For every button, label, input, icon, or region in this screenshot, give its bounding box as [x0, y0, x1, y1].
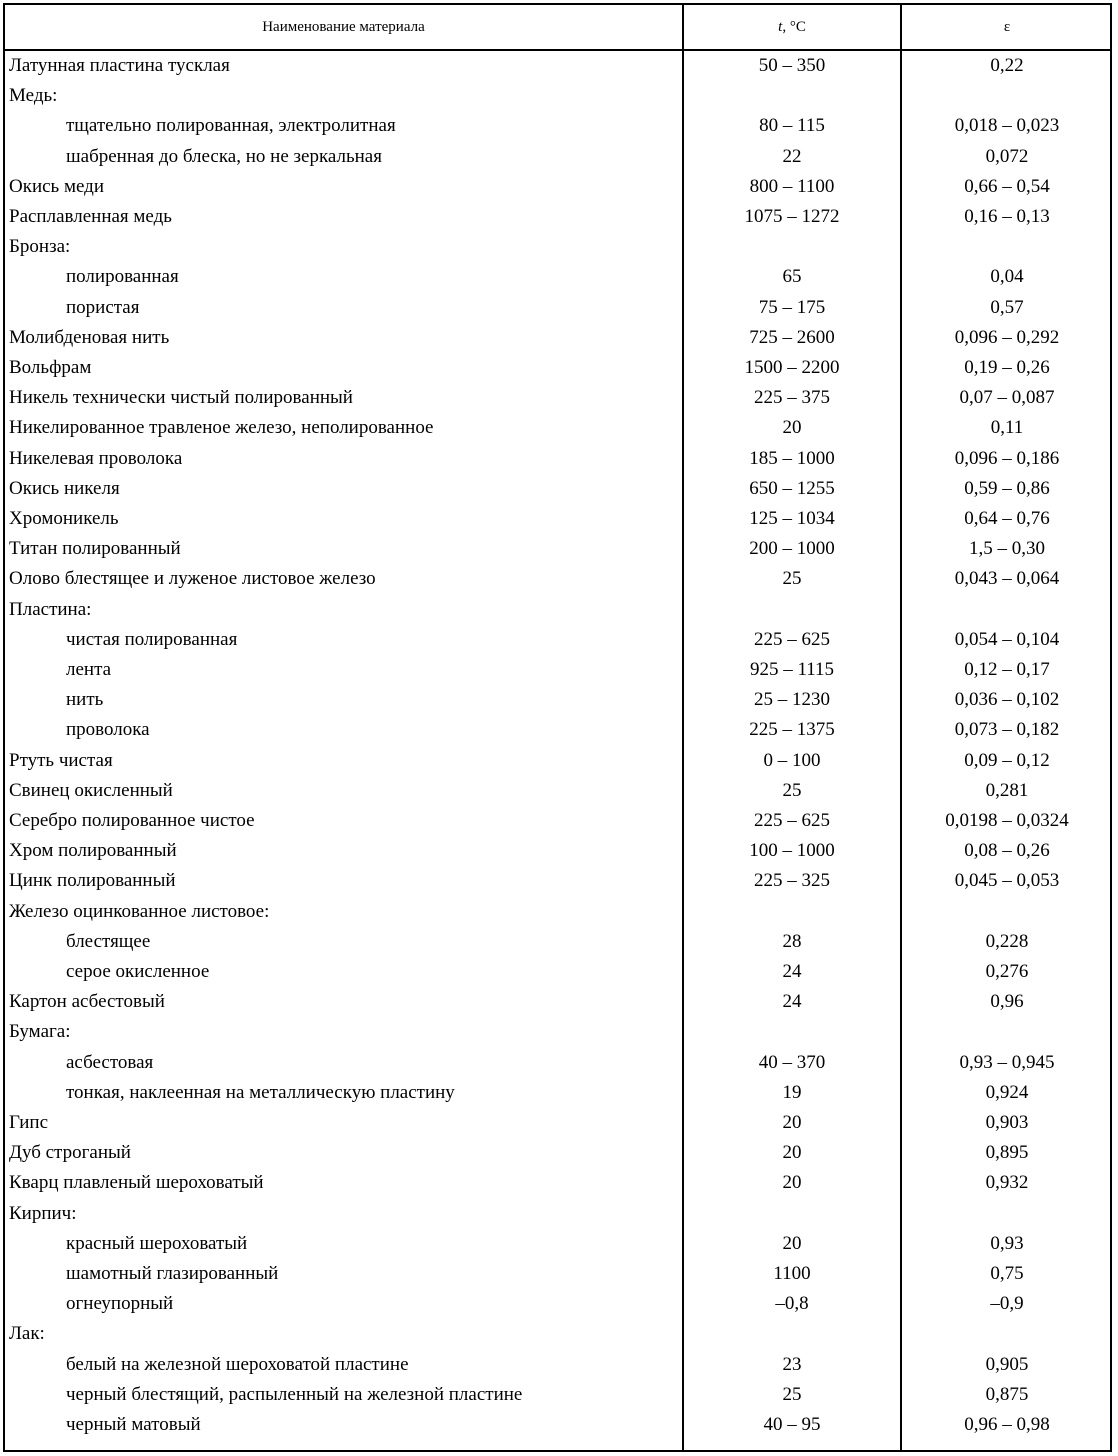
temperature-value: 225 – 625: [754, 628, 830, 650]
emissivity-value: –0,9: [990, 1293, 1024, 1315]
emissivity-value: 1,5 – 0,30: [969, 538, 1045, 560]
emissivity-value: 0,905: [985, 1353, 1029, 1375]
temperature-value: 40 – 95: [763, 1414, 821, 1435]
material-name: черный блестящий, распыленный на железной пластине: [66, 1383, 523, 1405]
material-name: Бумага:: [9, 1021, 71, 1043]
material-name: тщательно полированная, электролитная: [66, 115, 396, 137]
emissivity-value: 0,09 – 0,12: [964, 749, 1050, 771]
material-name: серое окисленное: [66, 961, 210, 982]
temperature-value: 200 – 1000: [749, 538, 835, 560]
temperature-value: 19: [782, 1081, 802, 1103]
emissivity-value: 0,75: [990, 1263, 1024, 1284]
table-row: [5, 655, 1110, 685]
temperature-value: 20: [782, 1142, 802, 1164]
emissivity-value: 0,59 – 0,86: [964, 477, 1050, 499]
header-temperature: [684, 5, 900, 49]
header-emissivity: ε: [1003, 19, 1011, 35]
temperature-value: 20: [782, 1232, 802, 1254]
temperature-value: 225 – 625: [754, 810, 830, 831]
emissivity-value: 0,11: [990, 417, 1024, 439]
temperature-value: 20: [782, 417, 802, 439]
table-row: [5, 564, 1110, 594]
temperature-value: 800 – 1100: [749, 175, 835, 197]
emissivity-value: 0,04: [990, 266, 1024, 288]
material-name: Пластина:: [9, 598, 92, 620]
table-row: [5, 897, 1110, 927]
temperature-value: 1100: [773, 1263, 811, 1284]
table-row: [5, 1410, 1110, 1440]
table-row: [5, 625, 1110, 655]
emissivity-value: 0,281: [985, 779, 1029, 801]
temperature-value: 225 – 325: [754, 870, 830, 892]
table-header: [5, 5, 1110, 51]
material-name: Никелированное травленое железо, неполированное: [9, 417, 434, 439]
material-name: Лак:: [9, 1323, 45, 1345]
material-name: черный матовый: [66, 1414, 201, 1435]
table-row: [5, 866, 1110, 896]
material-name: Латунная пластина тусклая: [9, 55, 230, 76]
temperature-value: 100 – 1000: [749, 840, 835, 862]
table-row: [5, 1048, 1110, 1078]
material-name: проволока: [66, 719, 150, 741]
table-row: [5, 685, 1110, 715]
material-name: тонкая, наклеенная на металлическую пластину: [66, 1081, 455, 1103]
temperature-value: 40 – 370: [758, 1051, 826, 1073]
table-row: [5, 111, 1110, 141]
table-row: [5, 383, 1110, 413]
material-name: чистая полированная: [66, 628, 238, 650]
temperature-value: 225 – 1375: [749, 719, 835, 741]
temperature-value: 75 – 175: [758, 296, 826, 318]
temperature-value: 22: [782, 145, 802, 167]
material-name: Ртуть чистая: [9, 749, 113, 771]
emissivity-value: 0,19 – 0,26: [964, 357, 1050, 378]
emissivity-value: 0,22: [990, 55, 1024, 76]
material-name: Расплавленная медь: [9, 206, 172, 227]
emissivity-value: 0,66 – 0,54: [964, 175, 1050, 197]
temperature-value: 50 – 350: [758, 55, 826, 76]
table-row: [5, 927, 1110, 957]
material-name: шамотный глазированный: [66, 1263, 279, 1284]
material-name: Кварц плавленый шероховатый: [9, 1172, 264, 1194]
table-row: [5, 715, 1110, 745]
emissivity-value: 0,036 – 0,102: [954, 689, 1060, 711]
material-name: Хром полированный: [9, 840, 177, 862]
header-t-unit: , °C: [782, 19, 806, 35]
table-row: [5, 353, 1110, 383]
temperature-value: 25 – 1230: [754, 689, 830, 711]
material-name: шабренная до блеска, но не зеркальная: [66, 145, 382, 167]
temperature-value: 25: [782, 1383, 802, 1405]
table-row: [5, 1319, 1110, 1349]
table-row: [5, 987, 1110, 1017]
material-name: Картон асбестовый: [9, 991, 165, 1013]
temperature-value: 24: [782, 961, 802, 982]
table-body: [5, 51, 1110, 1450]
material-name: полированная: [66, 266, 179, 288]
table-row: [5, 1350, 1110, 1380]
emissivity-value: 0,018 – 0,023: [954, 115, 1060, 137]
table-row: [5, 81, 1110, 111]
emissivity-table: [3, 3, 1112, 1452]
material-name: огнеупорный: [66, 1293, 174, 1315]
emissivity-value: 0,043 – 0,064: [954, 568, 1060, 590]
table-row: [5, 1289, 1110, 1319]
emissivity-value: 0,903: [985, 1112, 1029, 1133]
table-row: [5, 1199, 1110, 1229]
table-row: [5, 595, 1110, 625]
temperature-value: 0 – 100: [763, 749, 821, 771]
material-name: Титан полированный: [9, 538, 181, 560]
material-name: Серебро полированное чистое: [9, 810, 255, 831]
table-row: [5, 1078, 1110, 1108]
emissivity-value: 0,12 – 0,17: [964, 659, 1050, 680]
material-name: пористая: [66, 296, 140, 318]
material-name: красный шероховатый: [66, 1232, 248, 1254]
temperature-value: 20: [782, 1112, 802, 1133]
table-row: [5, 957, 1110, 987]
table-row: [5, 262, 1110, 292]
temperature-value: 20: [782, 1172, 802, 1194]
table-row: [5, 1229, 1110, 1259]
header-t-var: t: [778, 19, 783, 35]
temperature-value: 25: [782, 568, 802, 590]
emissivity-value: 0,08 – 0,26: [964, 840, 1050, 862]
material-name: Вольфрам: [9, 357, 92, 378]
table-row: [5, 51, 1110, 81]
emissivity-value: 0,07 – 0,087: [959, 387, 1055, 409]
table-row: [5, 1168, 1110, 1198]
material-name: Медь:: [9, 85, 58, 107]
emissivity-value: 0,93: [990, 1232, 1024, 1254]
emissivity-value: 0,57: [990, 296, 1024, 318]
emissivity-value: 0,072: [985, 145, 1029, 167]
temperature-value: 1075 – 1272: [744, 206, 840, 227]
table-row: [5, 232, 1110, 262]
temperature-value: –0,8: [775, 1293, 809, 1315]
material-name: Молибденовая нить: [9, 326, 170, 348]
emissivity-value: 0,93 – 0,945: [959, 1051, 1055, 1073]
temperature-value: 24: [782, 991, 802, 1013]
table-row: [5, 776, 1110, 806]
table-row: [5, 142, 1110, 172]
temperature-value: 65: [782, 266, 802, 288]
emissivity-value: 0,096 – 0,292: [954, 326, 1060, 348]
table-row: [5, 836, 1110, 866]
material-name: Кирпич:: [9, 1202, 77, 1224]
table-row: [5, 1108, 1110, 1138]
emissivity-value: 0,073 – 0,182: [954, 719, 1060, 741]
emissivity-value: 0,932: [985, 1172, 1029, 1194]
emissivity-value: 0,228: [985, 930, 1029, 952]
temperature-value: 725 – 2600: [749, 326, 835, 348]
emissivity-value: 0,276: [985, 961, 1029, 982]
emissivity-value: 0,096 – 0,186: [954, 447, 1060, 469]
material-name: Окись меди: [9, 175, 105, 197]
header-material: Наименование материала: [262, 19, 425, 35]
temperature-value: 28: [782, 930, 802, 952]
emissivity-value: 0,64 – 0,76: [964, 508, 1050, 529]
material-name: Олово блестящее и луженое листовое железо: [9, 568, 376, 590]
table-row: [5, 413, 1110, 443]
table-row: [5, 534, 1110, 564]
temperature-value: 925 – 1115: [749, 659, 835, 680]
material-name: Хромоникель: [9, 508, 119, 529]
table-row: [5, 746, 1110, 776]
material-name: нить: [66, 689, 104, 711]
table-row: [5, 1138, 1110, 1168]
emissivity-value: 0,924: [985, 1081, 1029, 1103]
temperature-value: 23: [782, 1353, 802, 1375]
table-row: [5, 172, 1110, 202]
material-name: асбестовая: [66, 1051, 154, 1073]
temperature-value: 80 – 115: [759, 115, 825, 137]
table-row: [5, 806, 1110, 836]
temperature-value: 125 – 1034: [749, 508, 835, 529]
table-row: [5, 293, 1110, 323]
emissivity-value: 0,96 – 0,98: [964, 1414, 1050, 1435]
table-row: [5, 202, 1110, 232]
material-name: белый на железной шероховатой пластине: [66, 1353, 409, 1375]
temperature-value: 25: [782, 779, 802, 801]
material-name: Железо оцинкованное листовое:: [9, 900, 270, 922]
material-name: Никелевая проволока: [9, 447, 183, 469]
material-name: блестящее: [66, 930, 151, 952]
material-name: Бронза:: [9, 236, 71, 258]
material-name: Никель технически чистый полированный: [9, 387, 353, 409]
emissivity-value: 0,895: [985, 1142, 1029, 1164]
table-row: [5, 474, 1110, 504]
table-row: [5, 504, 1110, 534]
material-name: Окись никеля: [9, 477, 120, 499]
emissivity-value: 0,875: [985, 1383, 1029, 1405]
table-row: [5, 1259, 1110, 1289]
temperature-value: 225 – 375: [754, 387, 830, 409]
table-row: [5, 1380, 1110, 1410]
table-row: [5, 444, 1110, 474]
emissivity-value: 0,96: [990, 991, 1024, 1013]
temperature-value: 1500 – 2200: [744, 357, 840, 378]
emissivity-value: 0,0198 – 0,0324: [945, 810, 1069, 831]
material-name: Гипс: [9, 1112, 49, 1133]
table-row: [5, 1017, 1110, 1047]
emissivity-value: 0,045 – 0,053: [954, 870, 1060, 892]
table-row: [5, 323, 1110, 353]
emissivity-value: 0,16 – 0,13: [964, 206, 1050, 227]
emissivity-value: 0,054 – 0,104: [954, 628, 1060, 650]
temperature-value: 650 – 1255: [749, 477, 835, 499]
material-name: Дуб строганый: [9, 1142, 131, 1164]
temperature-value: 185 – 1000: [749, 447, 835, 469]
material-name: лента: [66, 659, 112, 680]
material-name: Свинец окисленный: [9, 779, 173, 801]
material-name: Цинк полированный: [9, 870, 176, 892]
